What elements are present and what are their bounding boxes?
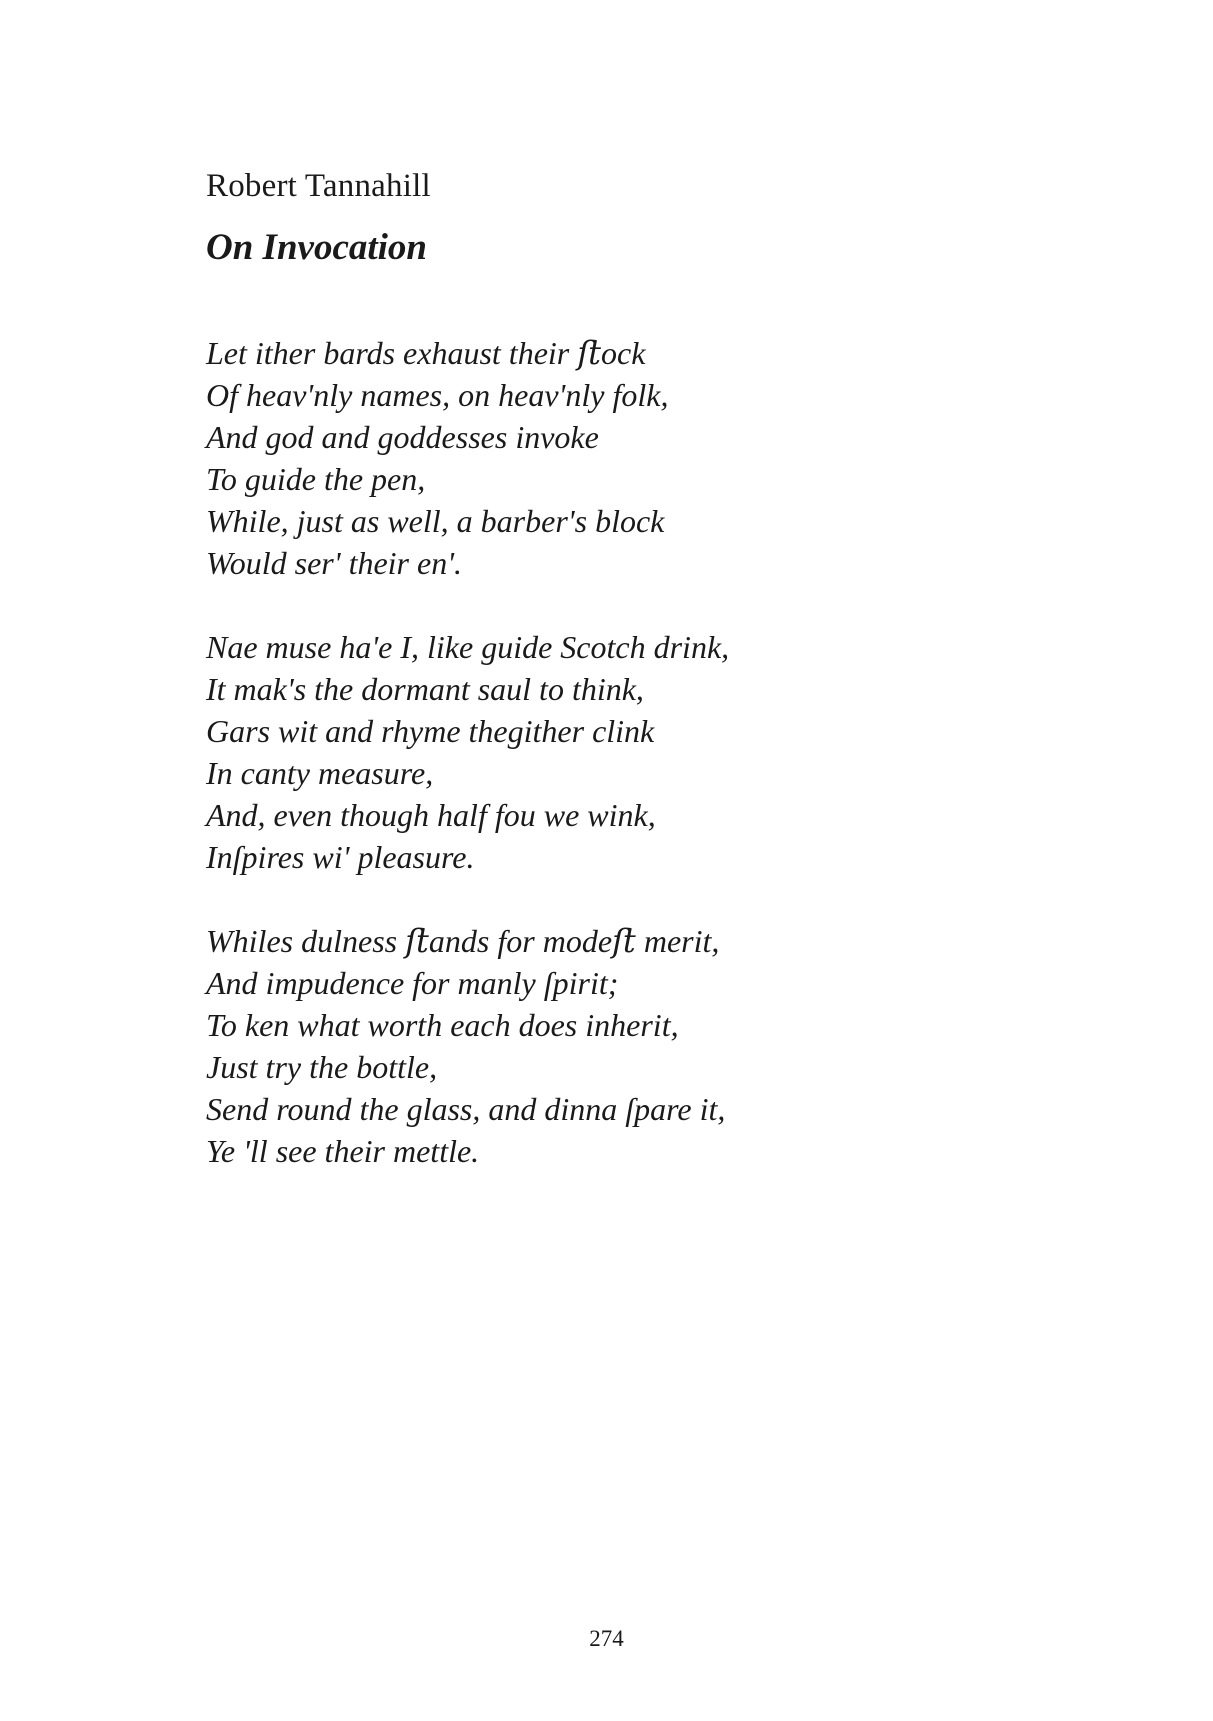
poem-line: Let ither bards exhaust their ﬅock [206, 335, 646, 371]
stanza-2 [206, 626, 1106, 878]
poem-line: Whiles dulness ﬅands for modeﬅ merit, [206, 923, 720, 959]
poem-line: In canty measure, [206, 755, 434, 791]
poem-body [206, 332, 1106, 1214]
poem-line: Ye 'll see their mettle. [206, 1133, 480, 1169]
poem-line: Send round the glass, and dinna ſpare it, [206, 1091, 726, 1127]
poem-line: Just try the bottle, [206, 1049, 438, 1085]
poem-line: It mak's the dormant saul to think, [206, 671, 644, 707]
poem-line: To guide the pen, [206, 461, 426, 497]
stanza-1 [206, 332, 1106, 584]
poem-title: On Invocation [206, 227, 428, 268]
poem-line: And god and goddesses invoke [206, 419, 599, 455]
poem-line: Of heav'nly names, on heav'nly folk, [206, 377, 669, 413]
poem-line: To ken what worth each does inherit, [206, 1007, 679, 1043]
poem-line: And impudence for manly ſpirit; [206, 965, 619, 1001]
poem-line: Would ser' their en'. [206, 545, 463, 581]
poem-line: Nae muse ha'e I, like guide Scotch drink, [206, 629, 730, 665]
author-name: Robert Tannahill [206, 168, 431, 204]
poem-line: While, just as well, a barber's block [206, 503, 665, 539]
poem-line: Inſpires wi' pleasure. [206, 839, 475, 875]
stanza-3 [206, 920, 1106, 1172]
poem-line: Gars wit and rhyme thegither clink [206, 713, 655, 749]
page-number: 274 [589, 1626, 624, 1651]
poem-line: And, even though half fou we wink, [206, 797, 656, 833]
